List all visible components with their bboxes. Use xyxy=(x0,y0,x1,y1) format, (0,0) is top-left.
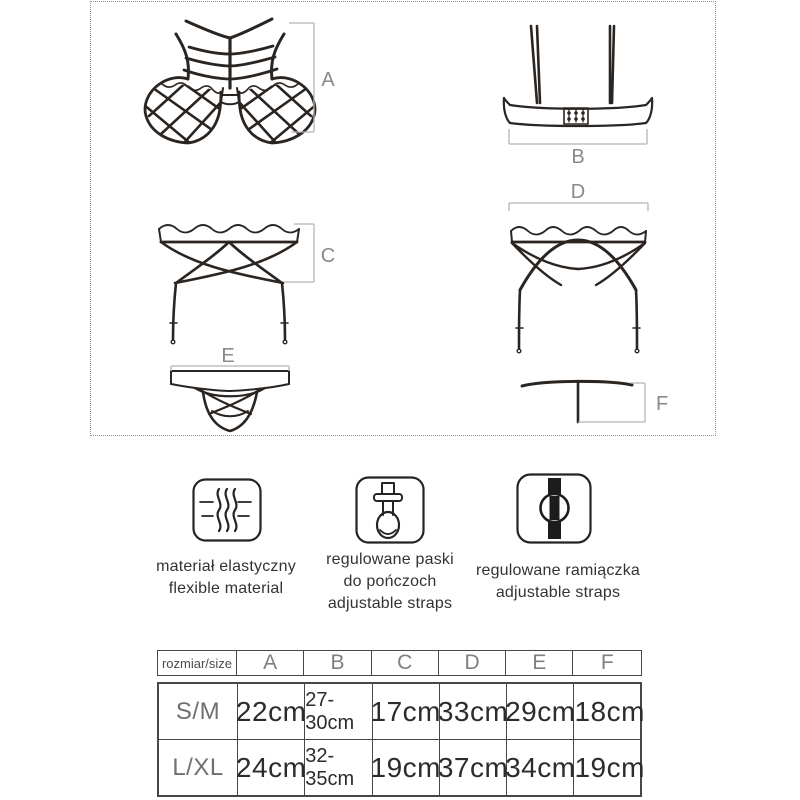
caption-line: regulowane ramiączka xyxy=(475,562,641,579)
size-table-body xyxy=(157,682,645,797)
measure-label-b: B xyxy=(571,146,585,168)
table-row-sm xyxy=(159,684,645,739)
measure-e xyxy=(171,345,289,371)
caption-line: flexible material xyxy=(168,580,284,597)
value-a: 24cm xyxy=(238,740,305,795)
caption-line: do pończoch xyxy=(343,573,437,590)
bra-front-drawing xyxy=(143,19,317,144)
caption-line: adjustable straps xyxy=(495,584,621,601)
bra-back-drawing xyxy=(504,26,652,126)
header-cell-e: E xyxy=(506,651,573,675)
header-cell-d: D xyxy=(439,651,506,675)
value-c: 19cm xyxy=(373,740,440,795)
value-d: 33cm xyxy=(440,684,507,739)
value-e: 34cm xyxy=(507,740,574,795)
row-label: S/M xyxy=(159,684,238,739)
header-cell-b: B xyxy=(304,651,371,675)
header-cell-f: F xyxy=(600,651,614,674)
feature-caption-straps xyxy=(428,560,688,604)
garment-diagram-frame xyxy=(90,1,716,436)
measure-label-d: D xyxy=(570,181,586,203)
garter-belt-front-drawing xyxy=(159,225,299,344)
panties-front-drawing xyxy=(171,371,289,431)
thong-back-drawing xyxy=(522,381,632,422)
strap-slider-icon xyxy=(516,473,592,544)
measure-label-c: C xyxy=(320,245,336,267)
header-cell-size: rozmiar/size xyxy=(158,651,237,675)
row-label: L/XL xyxy=(159,740,238,795)
caption-line: regulowane paski xyxy=(326,551,454,568)
table-row-lxl xyxy=(159,739,645,795)
value-f: 19cm xyxy=(574,751,645,783)
value-b: 27-30cm xyxy=(305,684,372,739)
value-e: 29cm xyxy=(507,684,574,739)
measure-d xyxy=(509,181,648,211)
measure-label-f: F xyxy=(656,393,669,415)
value-c: 17cm xyxy=(373,684,440,739)
header-cell-c: C xyxy=(372,651,439,675)
value-f: 18cm xyxy=(574,695,645,727)
elastic-material-icon xyxy=(192,478,262,542)
measure-label-e: E xyxy=(221,345,235,367)
size-table xyxy=(157,650,645,797)
caption-line: materiał elastyczny xyxy=(156,558,296,575)
measure-label-a: A xyxy=(321,69,335,91)
value-a: 22cm xyxy=(238,684,305,739)
garter-clip-icon xyxy=(355,476,425,544)
value-d: 37cm xyxy=(440,740,507,795)
header-cell-a: A xyxy=(237,651,304,675)
garter-belt-back-drawing xyxy=(511,227,646,353)
caption-line: adjustable straps xyxy=(327,595,453,612)
garment-diagrams xyxy=(91,2,717,437)
value-b: 32-35cm xyxy=(305,740,372,795)
size-table-header xyxy=(157,650,642,676)
measure-f xyxy=(578,383,668,422)
measure-b xyxy=(509,129,647,168)
